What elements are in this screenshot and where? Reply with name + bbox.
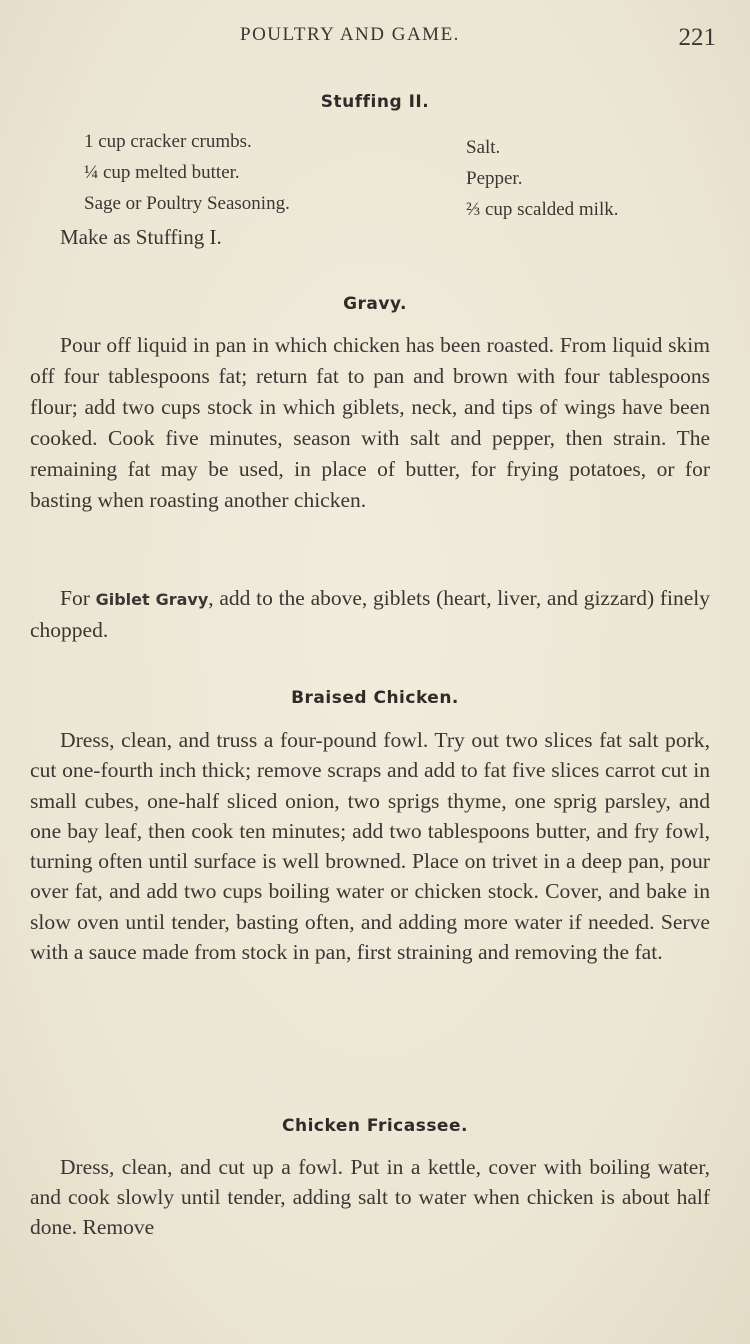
ingredient-sage: Sage or Poultry Seasoning. xyxy=(84,193,290,214)
giblet-rest: , add to the above, giblets (heart, liver, and gizzard) finely chopped. xyxy=(30,586,710,642)
chicken-fricassee-paragraph: Dress, clean, and cut up a fowl. Put in a kettle, cover with boiling water, and cook slowly until tender, adding salt to water when chicken is about half done. Remove xyxy=(30,1155,710,1239)
braised-chicken-paragraph: Dress, clean, and truss a four-pound fowl. Try out two slices fat salt pork, cut one-fourth inch thick; remove scraps and add to fat five slices carrot cut in small cubes, one-half sliced onion, two sprigs thyme, one sprig parsley, and one bay leaf, then cook ten minutes; add two tablespoons butter, and fry fowl, turning often until surface is well browned. Place on trivet in a deep pan, pour over fat, and add two cups boiling water or chicken stock. Cover, and bake in slow oven until tender, basting often, and adding more water if needed. Serve with a sauce made from stock in pan, first straining and removing the fat. xyxy=(30,728,710,965)
ingredient-salt: Salt. xyxy=(466,137,501,158)
braised-chicken-heading: Braised Chicken. xyxy=(291,688,459,708)
ingredient-scalded-milk: ⅔ cup scalded milk. xyxy=(466,199,619,220)
stuffing-right-ingredients xyxy=(466,132,619,225)
chicken-fricassee-heading: Chicken Fricassee. xyxy=(282,1116,468,1136)
page-number: 221 xyxy=(678,24,716,51)
stuffing-ii-heading: Stuffing II. xyxy=(320,92,430,112)
gravy-paragraph: Pour off liquid in pan in which chicken has been roasted. From liquid skim off four tablespoons fat; return fat to pan and brown with four tablespoons flour; add two cups stock in which giblets, neck, and tips of wings have been cooked. Cook five minutes, season with salt and pepper, then strain. The remaining fat may be used, in place of butter, for frying potatoes, or for basting when roasting another chicken. xyxy=(30,333,710,512)
giblet-gravy-paragraph xyxy=(30,583,710,645)
stuffing-note: Make as Stuffing I. xyxy=(60,225,222,249)
giblet-gravy-term: Giblet Gravy xyxy=(95,590,209,609)
running-head: POULTRY AND GAME. xyxy=(240,24,460,45)
giblet-prefix: For xyxy=(60,586,90,610)
ingredient-melted-butter: ¼ cup melted butter. xyxy=(84,162,240,183)
ingredient-cracker-crumbs: 1 cup cracker crumbs. xyxy=(84,131,252,152)
ingredient-pepper: Pepper. xyxy=(466,168,523,189)
gravy-heading: Gravy. xyxy=(343,294,407,314)
stuffing-left-ingredients xyxy=(84,126,290,219)
